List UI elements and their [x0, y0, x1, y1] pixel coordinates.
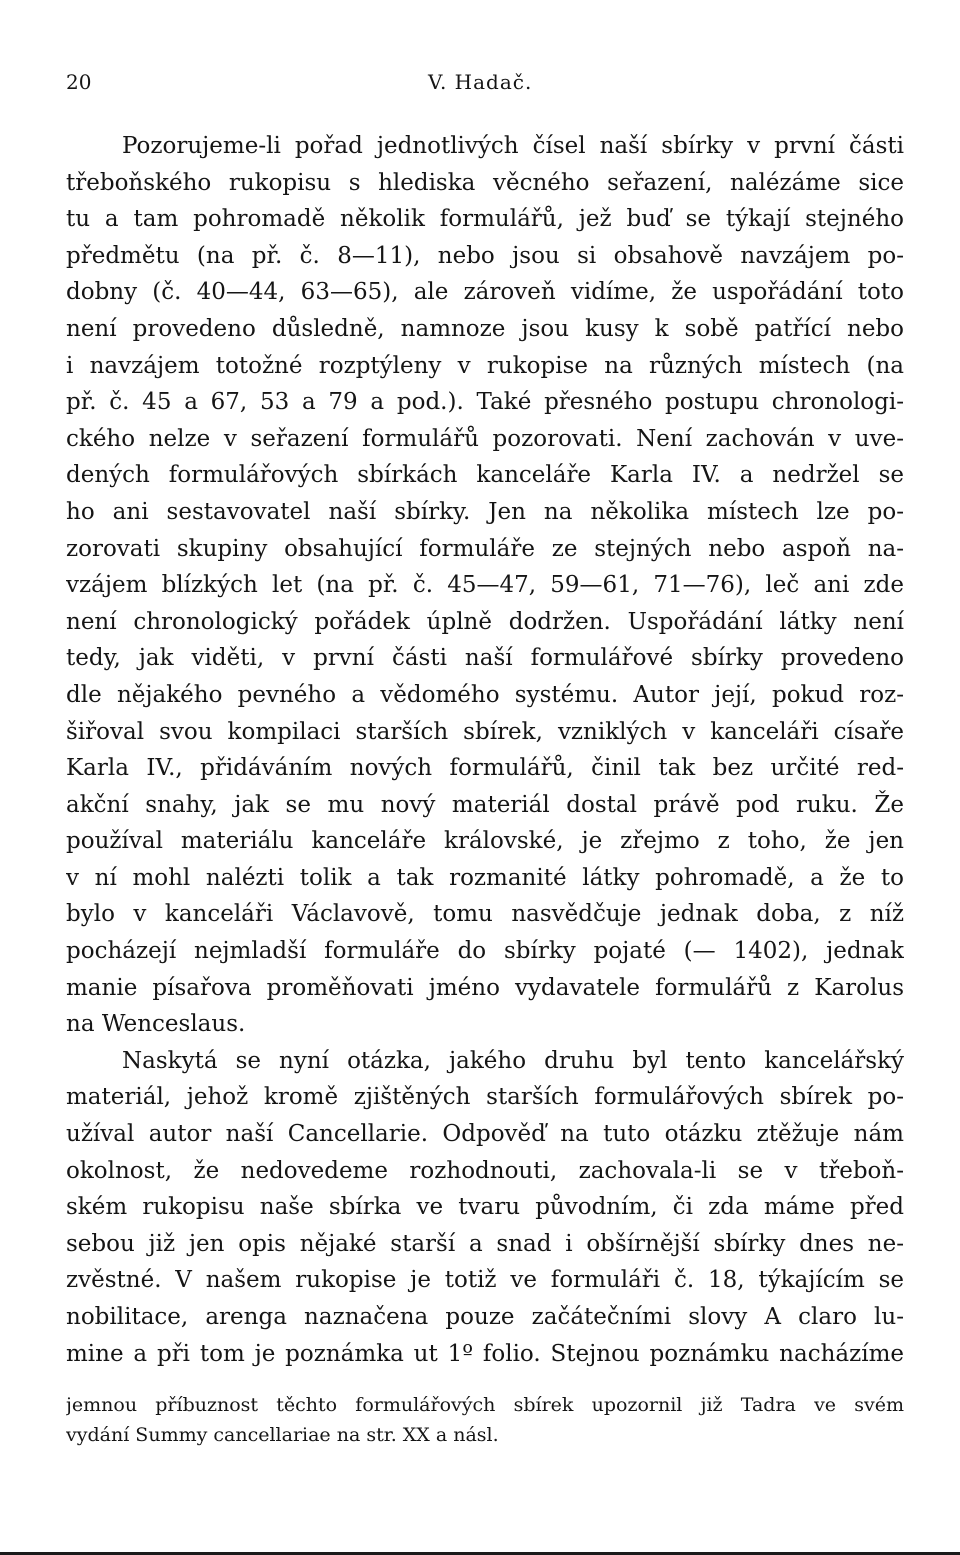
- footnote-line: jemnou příbuznost těchto formulářových sbírek upozornil již Tadra ve svém: [66, 1394, 904, 1416]
- text-line: tedy, jak viděti, v první části naší formulářové sbírky provedeno: [66, 645, 904, 672]
- text-line: užíval autor naší Cancellarie. Odpověď na tuto otázku ztěžuje nám: [66, 1121, 904, 1148]
- text-line: bylo v kanceláři Václavově, tomu nasvědčuje jednak doba, z níž: [66, 901, 904, 928]
- text-line: šiřoval svou kompilaci starších sbírek, vzniklých v kanceláři císaře: [66, 718, 904, 745]
- text-line: sebou již jen opis nějaké starší a snad i obšírnější sbírky dnes ne-: [66, 1230, 904, 1257]
- text-line: Naskytá se nyní otázka, jakého druhu byl tento kancelářský: [122, 1047, 904, 1074]
- text-line: ho ani sestavovatel naší sbírky. Jen na několika místech lze po-: [66, 498, 904, 525]
- text-line: př. č. 45 a 67, 53 a 79 a pod.). Také přesného postupu chronologi-: [66, 389, 904, 416]
- text-line: ském rukopisu naše sbírka ve tvaru původním, či zda máme před: [66, 1194, 904, 1221]
- text-line: na Wenceslaus.: [66, 1011, 246, 1038]
- text-line: ckého nelze v seřazení formulářů pozorovati. Není zachován v uve-: [66, 425, 904, 452]
- text-line: pocházejí nejmladší formuláře do sbírky pojaté (— 1402), jednak: [66, 938, 904, 965]
- running-head: V. Hadač.: [428, 70, 533, 94]
- text-line: okolnost, že nedovedeme rozhodnouti, zachovala-li se v třeboň-: [66, 1157, 904, 1184]
- text-line: manie písařova proměňovati jméno vydavatele formulářů z Karolus: [66, 974, 904, 1001]
- text-line: nobilitace, arenga naznačena pouze začátečními slovy A claro lu-: [66, 1304, 904, 1330]
- body-text: [66, 128, 904, 1372]
- text-line: zorovati skupiny obsahující formuláře ze stejných nebo aspoň na-: [66, 535, 904, 562]
- text-line: vzájem blízkých let (na př. č. 45—47, 59—61, 71—76), leč ani zde: [66, 572, 904, 599]
- text-line: předmětu (na př. č. 8—11), nebo jsou si obsahově navzájem po-: [66, 242, 904, 269]
- text-line: i navzájem totožné rozptýleny v rukopise na různých místech (na: [66, 352, 904, 379]
- text-line: zvěstné. V našem rukopise je totiž ve formuláři č. 18, týkajícím se: [66, 1267, 904, 1294]
- text-line: není chronologický pořádek úplně dodržen. Uspořádání látky není: [66, 608, 904, 635]
- text-line: třeboňského rukopisu s hlediska věcného seřazení, nalézáme sice: [66, 169, 904, 196]
- text-line: Karla IV., přidáváním nových formulářů, činil tak bez určité red-: [66, 755, 904, 782]
- text-line: používal materiálu kanceláře královské, je zřejmo z toho, že jen: [66, 828, 904, 855]
- footnote: [66, 1390, 904, 1450]
- text-line: dobny (č. 40—44, 63—65), ale zároveň vidíme, že uspořádání toto: [66, 279, 904, 306]
- text-line: tu a tam pohromadě několik formulářů, jež buď se týkají stejného: [66, 206, 904, 233]
- text-line: mine a při tom je poznámka ut 1º folio. Stejnou poznámku nacházíme: [66, 1340, 904, 1367]
- text-line: materiál, jehož kromě zjištěných starších formulářových sbírek po-: [66, 1084, 904, 1111]
- page-number: 20: [66, 70, 92, 94]
- text-line: dených formulářových sbírkách kanceláře Karla IV. a nedržel se: [66, 462, 904, 489]
- text-line: dle nějakého pevného a vědomého systému. Autor její, pokud roz-: [66, 681, 904, 708]
- page-header: [66, 70, 904, 100]
- text-line: akční snahy, jak se mu nový materiál dostal právě pod ruku. Že: [66, 791, 904, 818]
- text-line: Pozorujeme-li pořad jednotlivých čísel naší sbírky v první části: [122, 133, 904, 159]
- text-line: není provedeno důsledně, namnoze jsou kusy k sobě patřící nebo: [66, 315, 904, 342]
- footnote-line: vydání Summy cancellariae na str. XX a násl.: [66, 1424, 499, 1446]
- text-line: v ní mohl nalézti tolik a tak rozmanité látky pohromadě, a že to: [66, 864, 904, 891]
